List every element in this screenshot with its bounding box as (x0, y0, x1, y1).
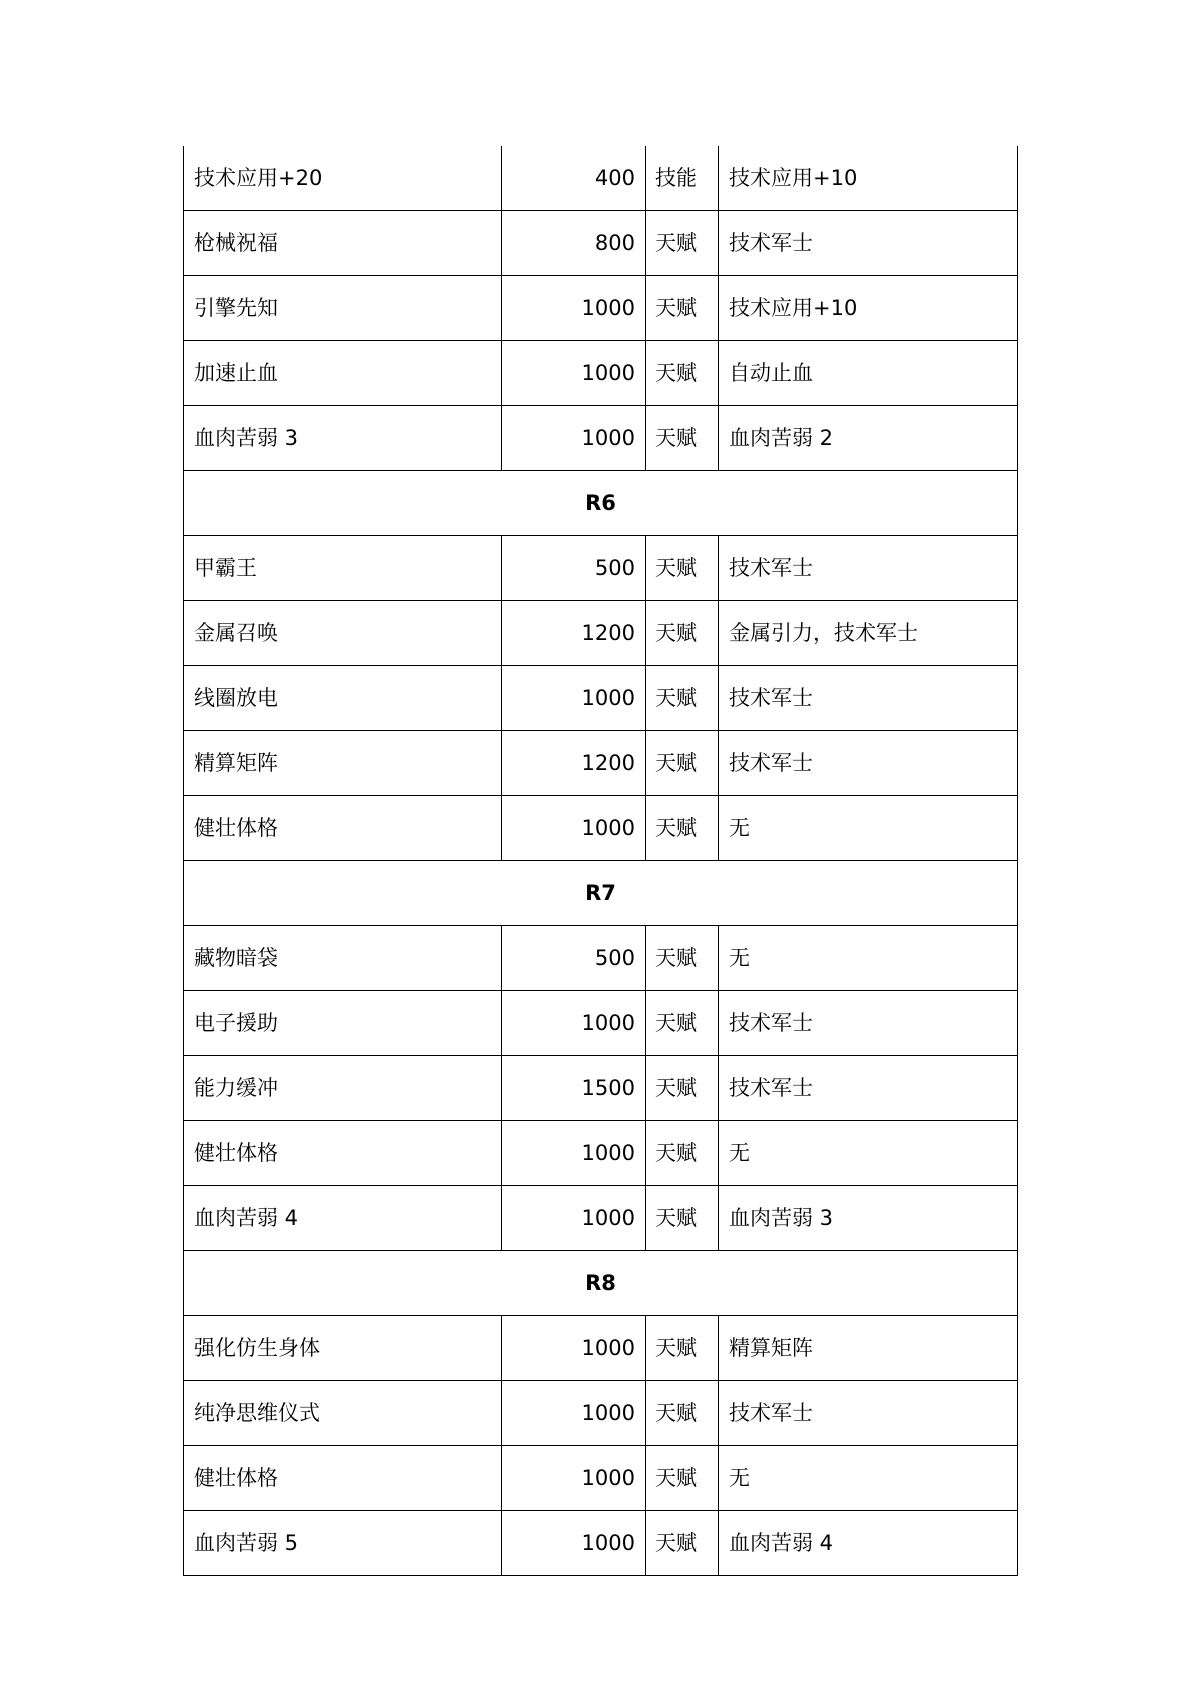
talent-table (183, 146, 1018, 1576)
cost-cell: 1500 (502, 1056, 646, 1121)
talent-table-body (184, 146, 1018, 1576)
type-cell: 天赋 (646, 1186, 719, 1251)
type-cell: 天赋 (646, 1121, 719, 1186)
type-cell: 天赋 (646, 601, 719, 666)
talent-name-cell: 健壮体格 (184, 796, 502, 861)
talent-name-cell: 健壮体格 (184, 1446, 502, 1511)
type-cell: 天赋 (646, 1511, 719, 1576)
type-cell: 天赋 (646, 406, 719, 471)
cost-cell: 1000 (502, 1381, 646, 1446)
requirement-cell: 技术军士 (719, 1381, 1018, 1446)
table-row (184, 731, 1018, 796)
type-cell: 天赋 (646, 666, 719, 731)
cost-cell: 500 (502, 926, 646, 991)
requirement-cell: 技术军士 (719, 991, 1018, 1056)
talent-name-cell: 健壮体格 (184, 1121, 502, 1186)
cost-cell: 1000 (502, 1316, 646, 1381)
talent-name-cell: 血肉苦弱 4 (184, 1186, 502, 1251)
type-cell: 天赋 (646, 341, 719, 406)
cost-cell: 1000 (502, 1446, 646, 1511)
talent-name-cell: 技术应用+20 (184, 146, 502, 211)
cost-cell: 500 (502, 536, 646, 601)
cost-cell: 1200 (502, 601, 646, 666)
table-row (184, 1186, 1018, 1251)
table-row (184, 1121, 1018, 1186)
type-cell: 天赋 (646, 1381, 719, 1446)
table-row (184, 601, 1018, 666)
requirement-cell: 无 (719, 1446, 1018, 1511)
requirement-cell: 无 (719, 796, 1018, 861)
cost-cell: 1000 (502, 796, 646, 861)
talent-name-cell: 精算矩阵 (184, 731, 502, 796)
table-row (184, 341, 1018, 406)
cost-cell: 800 (502, 211, 646, 276)
talent-name-cell: 引擎先知 (184, 276, 502, 341)
type-cell: 天赋 (646, 1446, 719, 1511)
table-row (184, 926, 1018, 991)
cost-cell: 1000 (502, 1186, 646, 1251)
talent-name-cell: 金属召唤 (184, 601, 502, 666)
talent-name-cell: 加速止血 (184, 341, 502, 406)
talent-name-cell: 血肉苦弱 3 (184, 406, 502, 471)
section-label: R7 (184, 861, 1018, 926)
section-header-row (184, 471, 1018, 536)
talent-name-cell: 电子援助 (184, 991, 502, 1056)
type-cell: 天赋 (646, 731, 719, 796)
requirement-cell: 自动止血 (719, 341, 1018, 406)
type-cell: 天赋 (646, 276, 719, 341)
requirement-cell: 技术军士 (719, 211, 1018, 276)
section-header-row (184, 1251, 1018, 1316)
requirement-cell: 血肉苦弱 2 (719, 406, 1018, 471)
requirement-cell: 技术军士 (719, 536, 1018, 601)
talent-name-cell: 血肉苦弱 5 (184, 1511, 502, 1576)
cost-cell: 1000 (502, 1511, 646, 1576)
talent-name-cell: 强化仿生身体 (184, 1316, 502, 1381)
cost-cell: 1000 (502, 991, 646, 1056)
talent-name-cell: 纯净思维仪式 (184, 1381, 502, 1446)
requirement-cell: 技术军士 (719, 666, 1018, 731)
section-label: R6 (184, 471, 1018, 536)
cost-cell: 1200 (502, 731, 646, 796)
table-row (184, 211, 1018, 276)
table-row (184, 146, 1018, 211)
table-row (184, 276, 1018, 341)
table-row (184, 536, 1018, 601)
talent-name-cell: 甲霸王 (184, 536, 502, 601)
table-row (184, 796, 1018, 861)
type-cell: 技能 (646, 146, 719, 211)
table-row (184, 1446, 1018, 1511)
cost-cell: 1000 (502, 276, 646, 341)
requirement-cell: 技术军士 (719, 731, 1018, 796)
table-row (184, 1511, 1018, 1576)
requirement-cell: 金属引力，技术军士 (719, 601, 1018, 666)
table-row (184, 406, 1018, 471)
table-row (184, 1056, 1018, 1121)
cost-cell: 1000 (502, 406, 646, 471)
type-cell: 天赋 (646, 536, 719, 601)
cost-cell: 1000 (502, 341, 646, 406)
section-header-row (184, 861, 1018, 926)
type-cell: 天赋 (646, 991, 719, 1056)
table-row (184, 991, 1018, 1056)
talent-name-cell: 藏物暗袋 (184, 926, 502, 991)
type-cell: 天赋 (646, 1316, 719, 1381)
type-cell: 天赋 (646, 211, 719, 276)
talent-name-cell: 能力缓冲 (184, 1056, 502, 1121)
requirement-cell: 技术应用+10 (719, 276, 1018, 341)
type-cell: 天赋 (646, 796, 719, 861)
cost-cell: 1000 (502, 666, 646, 731)
talent-name-cell: 枪械祝福 (184, 211, 502, 276)
cost-cell: 1000 (502, 1121, 646, 1186)
requirement-cell: 技术军士 (719, 1056, 1018, 1121)
type-cell: 天赋 (646, 1056, 719, 1121)
section-label: R8 (184, 1251, 1018, 1316)
table-row (184, 1381, 1018, 1446)
requirement-cell: 技术应用+10 (719, 146, 1018, 211)
table-row (184, 666, 1018, 731)
requirement-cell: 无 (719, 1121, 1018, 1186)
talent-name-cell: 线圈放电 (184, 666, 502, 731)
table-row (184, 1316, 1018, 1381)
type-cell: 天赋 (646, 926, 719, 991)
requirement-cell: 血肉苦弱 4 (719, 1511, 1018, 1576)
cost-cell: 400 (502, 146, 646, 211)
requirement-cell: 血肉苦弱 3 (719, 1186, 1018, 1251)
requirement-cell: 精算矩阵 (719, 1316, 1018, 1381)
requirement-cell: 无 (719, 926, 1018, 991)
